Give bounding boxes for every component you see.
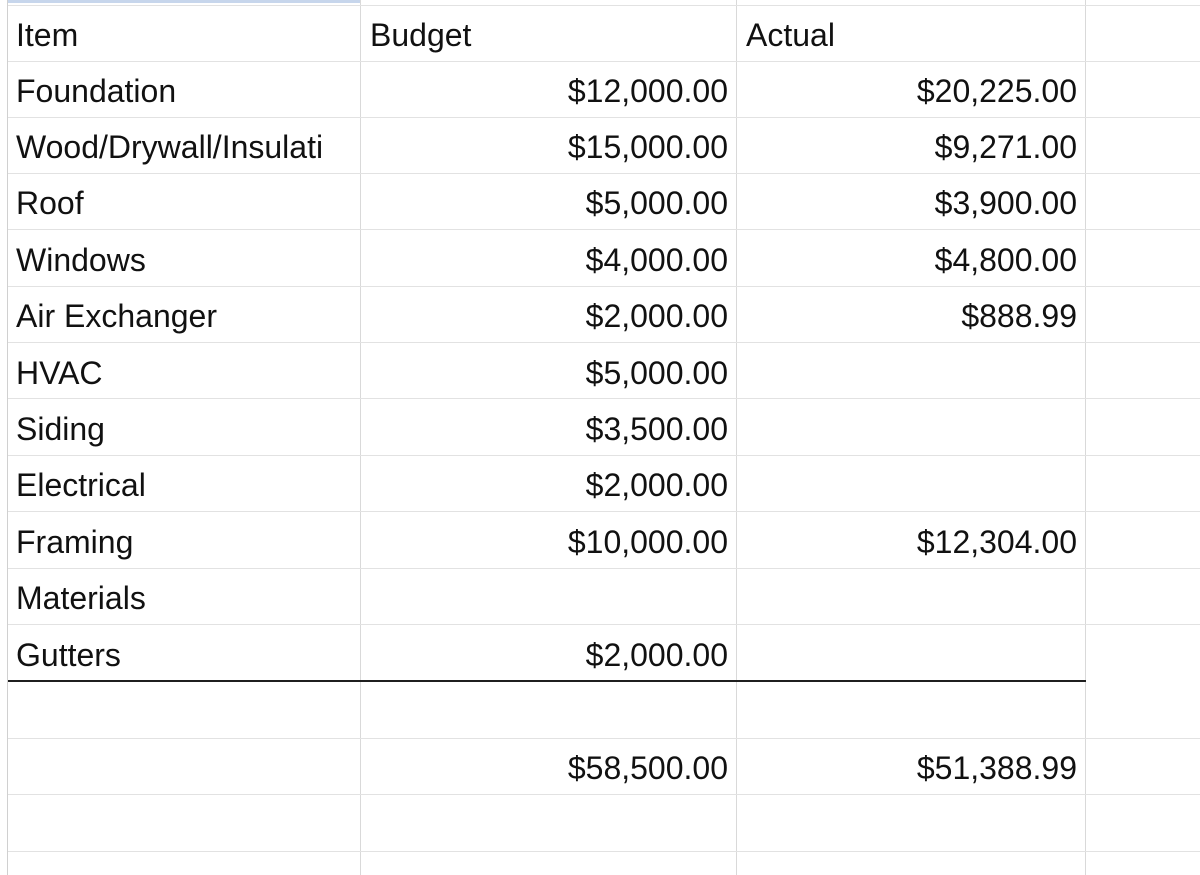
cell-actual[interactable] [737, 569, 1085, 625]
cell-item[interactable]: Gutters [16, 637, 121, 673]
cell-budget[interactable]: $3,500.00 [585, 411, 728, 447]
cell-budget[interactable]: $2,000.00 [585, 298, 728, 334]
cell-item[interactable]: Foundation [16, 73, 177, 109]
cell-item[interactable]: Windows [16, 242, 146, 278]
cell-actual[interactable]: $9,271.00 [934, 129, 1077, 165]
cell-actual[interactable]: $4,800.00 [934, 242, 1077, 278]
cell-item[interactable]: Siding [16, 411, 105, 447]
cell-actual[interactable]: $12,304.00 [916, 524, 1077, 560]
cell-budget[interactable]: $15,000.00 [567, 129, 728, 165]
cell-item[interactable]: Electrical [16, 467, 146, 503]
cell-budget[interactable]: $5,000.00 [585, 355, 728, 391]
cell-item[interactable]: Wood/Drywall/Insulati [16, 129, 324, 165]
total-budget-cell[interactable]: $58,500.00 [567, 750, 728, 786]
cell-item[interactable]: Framing [16, 524, 134, 560]
cell-actual[interactable] [737, 400, 1085, 456]
cell-actual[interactable] [737, 344, 1085, 400]
cell-actual[interactable]: $20,225.00 [916, 73, 1077, 109]
gridline-horizontal [8, 851, 1200, 852]
cell-actual[interactable]: $888.99 [961, 298, 1077, 334]
cell-item[interactable]: Roof [16, 185, 84, 221]
column-selection-indicator [8, 0, 360, 3]
header-cell-actual[interactable]: Actual [746, 17, 835, 53]
cell-item[interactable]: Air Exchanger [16, 298, 217, 334]
gridline-vertical [1085, 0, 1086, 875]
cell-budget[interactable]: $10,000.00 [567, 524, 728, 560]
cell-budget[interactable]: $5,000.00 [585, 185, 728, 221]
row-header-edge[interactable] [0, 0, 8, 875]
cell-budget[interactable]: $4,000.00 [585, 242, 728, 278]
cell-actual[interactable]: $3,900.00 [934, 185, 1077, 221]
cell-budget[interactable]: $2,000.00 [585, 467, 728, 503]
header-cell-item[interactable]: Item [16, 17, 79, 53]
cell-budget[interactable]: $12,000.00 [567, 73, 728, 109]
total-actual-cell[interactable]: $51,388.99 [916, 750, 1077, 786]
cell-actual[interactable] [737, 626, 1085, 682]
cell-item[interactable]: HVAC [16, 355, 103, 391]
header-cell-budget[interactable]: Budget [370, 17, 472, 53]
cell-budget[interactable] [361, 569, 736, 625]
cell-actual[interactable] [737, 456, 1085, 512]
cell-budget[interactable]: $2,000.00 [585, 637, 728, 673]
cell-item[interactable]: Materials [16, 580, 146, 616]
